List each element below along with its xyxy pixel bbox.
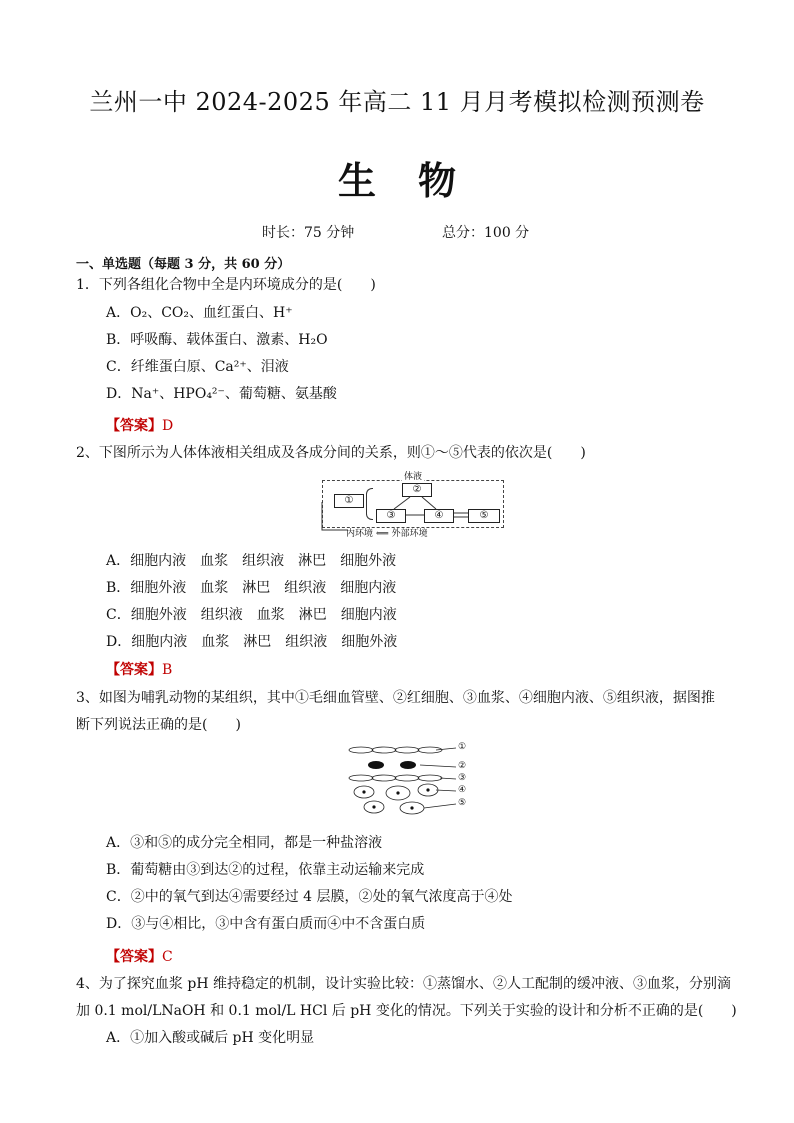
question-1-option-d: D．Na⁺、HPO₄²⁻、葡萄糖、氨基酸 bbox=[106, 386, 337, 402]
question-3-stem-line1: 3、如图为哺乳动物的某组织，其中①毛细血管壁、②红细胞、③血浆、④细胞内液、⑤组织液，据图推 bbox=[76, 690, 715, 706]
question-3-answer bbox=[106, 946, 173, 966]
duration-text: 时长：75 分钟 bbox=[262, 225, 355, 241]
diagram-node-2: ② bbox=[402, 483, 432, 497]
answer-value: C bbox=[162, 949, 173, 965]
question-2-option-b: B．细胞外液 血浆 淋巴 组织液 细胞内液 bbox=[106, 580, 397, 596]
question-2-option-c: C．细胞外液 组织液 血浆 淋巴 细胞内液 bbox=[106, 607, 397, 623]
question-1-option-a: A．O₂、CO₂、血红蛋白、H⁺ bbox=[106, 305, 293, 321]
question-3-option-b: B．葡萄糖由③到达②的过程，依靠主动运输来完成 bbox=[106, 862, 425, 878]
diagram-node-5: ⑤ bbox=[468, 509, 500, 523]
body-fluid-diagram bbox=[318, 472, 504, 544]
question-4-stem-line1: 4、为了探究血浆 pH 维持稳定的机制，设计实验比较：①蒸馏水、②人工配制的缓冲液、③血浆，分别滴 bbox=[76, 976, 731, 992]
question-2-answer bbox=[106, 659, 172, 679]
question-2-stem: 2、下图所示为人体体液相关组成及各成分间的关系，则①～⑤代表的依次是( ) bbox=[76, 445, 586, 461]
question-3-option-c: C．②中的氧气到达④需要经过 4 层膜，②处的氧气浓度高于④处 bbox=[106, 889, 513, 905]
tissue-drawing bbox=[346, 740, 476, 820]
diagram-node-4: ④ bbox=[424, 509, 454, 523]
section-heading: 一、单选题（每题 3 分，共 60 分） bbox=[76, 257, 291, 272]
exam-title: 兰州一中 2024-2025 年高二 11 月月考模拟检测预测卷 bbox=[89, 88, 705, 116]
question-2-option-a: A．细胞内液 血浆 组织液 淋巴 细胞外液 bbox=[106, 553, 397, 569]
question-3-option-d: D．③与④相比，③中含有蛋白质而④中不含蛋白质 bbox=[106, 916, 426, 932]
diagram-node-1: ① bbox=[334, 494, 364, 508]
question-2-option-d: D．细胞内液 血浆 淋巴 组织液 细胞外液 bbox=[106, 634, 398, 650]
label-1: ① bbox=[458, 742, 467, 752]
answer-value: B bbox=[162, 662, 173, 678]
body-fluid-label: 体液 bbox=[402, 469, 424, 482]
label-5: ⑤ bbox=[458, 798, 467, 808]
subject-title: 生物 bbox=[337, 159, 498, 203]
question-4-option-a: A．①加入酸或碱后 pH 变化明显 bbox=[106, 1030, 315, 1046]
question-3-option-a: A．③和⑤的成分完全相同，都是一种盐溶液 bbox=[106, 835, 383, 851]
question-4-stem-line2: 加 0.1 mol/LNaOH 和 0.1 mol/L HCl 后 pH 变化的情况。下列关于实验的设计和分析不正确的是( ) bbox=[76, 1003, 737, 1019]
question-1-answer bbox=[106, 415, 173, 435]
label-3: ③ bbox=[458, 773, 467, 783]
answer-label: 【答案】 bbox=[106, 662, 162, 678]
label-2: ② bbox=[458, 761, 467, 771]
question-3-stem-line2: 断下列说法正确的是( ) bbox=[76, 717, 241, 733]
answer-label: 【答案】 bbox=[106, 418, 162, 434]
question-1-stem: 1．下列各组化合物中全是内环境成分的是( ) bbox=[76, 277, 376, 293]
diagram-node-3: ③ bbox=[376, 509, 406, 523]
question-1-option-c: C．纤维蛋白原、Ca²⁺、泪液 bbox=[106, 359, 289, 375]
answer-value: D bbox=[162, 418, 174, 434]
label-4: ④ bbox=[458, 785, 467, 795]
total-score-text: 总分：100 分 bbox=[442, 225, 530, 241]
tissue-diagram bbox=[346, 740, 476, 820]
diagram-legend: 内环境 ⟸ 外部环境 bbox=[346, 529, 428, 539]
question-1-option-b: B．呼吸酶、载体蛋白、激素、H₂O bbox=[106, 332, 328, 348]
answer-label: 【答案】 bbox=[106, 949, 162, 965]
